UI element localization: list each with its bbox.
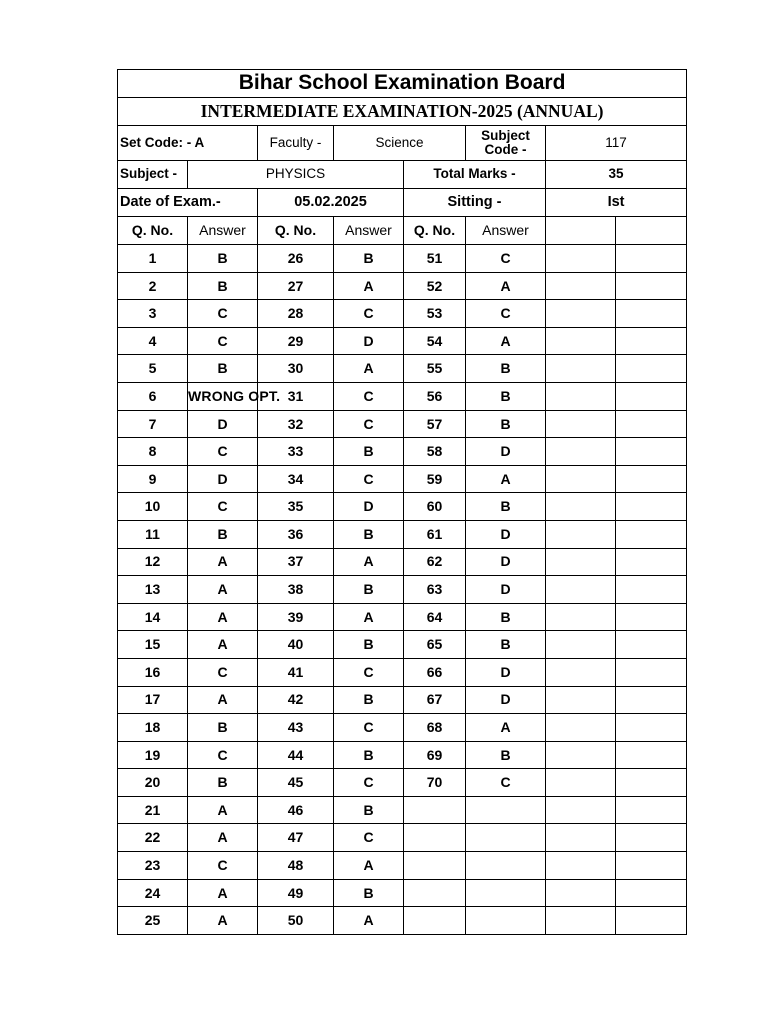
question-number: 5 <box>118 355 188 383</box>
blank-cell <box>546 824 616 852</box>
question-number: 50 <box>258 907 334 935</box>
blank-cell <box>616 852 687 880</box>
question-number: 63 <box>404 576 466 604</box>
subject-code-label-line2: Code - <box>484 142 527 157</box>
answer-value: A <box>334 603 404 631</box>
answer-value: B <box>334 520 404 548</box>
answer-value: B <box>334 576 404 604</box>
blank-cell <box>616 548 687 576</box>
answer-value: D <box>466 520 546 548</box>
question-number: 45 <box>258 769 334 797</box>
answer-row <box>118 548 687 576</box>
question-number: 10 <box>118 493 188 521</box>
board-title: Bihar School Examination Board <box>118 70 687 98</box>
answer-value: A <box>188 907 258 935</box>
answer-value: C <box>334 410 404 438</box>
answer-key-sheet <box>117 69 687 935</box>
answer-value: B <box>188 355 258 383</box>
exam-title: INTERMEDIATE EXAMINATION-2025 (ANNUAL) <box>118 98 687 126</box>
answer-row <box>118 796 687 824</box>
sitting-label: Sitting - <box>404 189 546 217</box>
question-number: 42 <box>258 686 334 714</box>
question-number: 48 <box>258 852 334 880</box>
subject-code-label-line1: Subject <box>481 127 530 143</box>
answer-value: B <box>334 741 404 769</box>
question-number <box>404 824 466 852</box>
blank-cell <box>546 796 616 824</box>
answer-value: D <box>188 410 258 438</box>
blank-cell <box>546 631 616 659</box>
blank-cell <box>616 410 687 438</box>
answer-value: D <box>188 465 258 493</box>
answer-value: B <box>334 245 404 273</box>
answer-row <box>118 714 687 742</box>
exam-date-label: Date of Exam.- <box>118 189 258 217</box>
answer-value: B <box>466 382 546 410</box>
blank-cell <box>616 714 687 742</box>
question-number: 44 <box>258 741 334 769</box>
answer-value: A <box>466 714 546 742</box>
question-number: 66 <box>404 658 466 686</box>
answer-value: B <box>466 493 546 521</box>
blank-cell <box>616 300 687 328</box>
answer-value: C <box>466 769 546 797</box>
answer-value: B <box>188 272 258 300</box>
blank-cell <box>616 824 687 852</box>
question-number: 46 <box>258 796 334 824</box>
blank-cell <box>616 879 687 907</box>
answer-value: A <box>188 796 258 824</box>
blank-cell <box>616 438 687 466</box>
answer-value <box>466 796 546 824</box>
answer-row <box>118 852 687 880</box>
blank-cell <box>546 686 616 714</box>
answer-value: A <box>188 576 258 604</box>
answer-value: WRONG OPT. <box>188 382 258 410</box>
answer-row <box>118 741 687 769</box>
answer-value: D <box>466 438 546 466</box>
blank-cell <box>616 603 687 631</box>
question-number: 28 <box>258 300 334 328</box>
question-number: 68 <box>404 714 466 742</box>
answer-row <box>118 576 687 604</box>
question-number: 37 <box>258 548 334 576</box>
answer-value: A <box>188 686 258 714</box>
question-number: 21 <box>118 796 188 824</box>
answer-value: B <box>466 410 546 438</box>
answer-value: A <box>334 548 404 576</box>
question-number: 61 <box>404 520 466 548</box>
answer-value: A <box>334 907 404 935</box>
answer-row <box>118 658 687 686</box>
subject-value: PHYSICS <box>188 161 404 189</box>
answer-row <box>118 907 687 935</box>
question-number: 51 <box>404 245 466 273</box>
question-number: 8 <box>118 438 188 466</box>
question-number: 70 <box>404 769 466 797</box>
question-number: 20 <box>118 769 188 797</box>
faculty-label: Faculty - <box>258 126 334 161</box>
question-number: 39 <box>258 603 334 631</box>
question-number: 18 <box>118 714 188 742</box>
answer-row <box>118 520 687 548</box>
answer-value: C <box>466 245 546 273</box>
question-number: 49 <box>258 879 334 907</box>
col-header-q-no: Q. No. <box>404 217 466 245</box>
answer-value: A <box>188 548 258 576</box>
answer-value: C <box>334 382 404 410</box>
question-number: 31 <box>258 382 334 410</box>
question-number: 55 <box>404 355 466 383</box>
answer-value: B <box>466 603 546 631</box>
question-number: 60 <box>404 493 466 521</box>
blank-cell <box>546 907 616 935</box>
blank-cell <box>616 217 687 245</box>
answer-value: C <box>334 769 404 797</box>
question-number <box>404 852 466 880</box>
answer-value: B <box>466 741 546 769</box>
question-number: 52 <box>404 272 466 300</box>
answer-value: A <box>334 272 404 300</box>
answer-value: C <box>334 300 404 328</box>
blank-cell <box>546 769 616 797</box>
answer-row <box>118 686 687 714</box>
question-number: 14 <box>118 603 188 631</box>
answer-value: C <box>334 824 404 852</box>
blank-cell <box>546 879 616 907</box>
blank-cell <box>546 245 616 273</box>
question-number: 3 <box>118 300 188 328</box>
question-number: 59 <box>404 465 466 493</box>
question-number: 11 <box>118 520 188 548</box>
col-header-answer: Answer <box>466 217 546 245</box>
question-number: 23 <box>118 852 188 880</box>
answer-value: B <box>188 520 258 548</box>
answer-row <box>118 245 687 273</box>
blank-cell <box>546 493 616 521</box>
answer-value: C <box>188 741 258 769</box>
question-number: 29 <box>258 327 334 355</box>
blank-cell <box>546 852 616 880</box>
question-number: 7 <box>118 410 188 438</box>
subject-code-value: 117 <box>546 126 687 161</box>
blank-cell <box>616 769 687 797</box>
blank-cell <box>546 438 616 466</box>
question-number: 36 <box>258 520 334 548</box>
blank-cell <box>616 576 687 604</box>
answer-value: A <box>334 852 404 880</box>
blank-cell <box>546 217 616 245</box>
answer-value: A <box>188 603 258 631</box>
answer-row <box>118 382 687 410</box>
answer-value: C <box>188 493 258 521</box>
answer-row <box>118 438 687 466</box>
answer-value: B <box>334 631 404 659</box>
blank-cell <box>616 796 687 824</box>
blank-cell <box>616 382 687 410</box>
set-code-label: Set Code: - A <box>118 126 258 161</box>
question-number <box>404 796 466 824</box>
question-number: 33 <box>258 438 334 466</box>
question-number: 26 <box>258 245 334 273</box>
blank-cell <box>546 603 616 631</box>
question-number: 62 <box>404 548 466 576</box>
blank-cell <box>546 300 616 328</box>
answer-value: B <box>334 438 404 466</box>
question-number: 6 <box>118 382 188 410</box>
answer-value: A <box>466 327 546 355</box>
answer-value <box>466 907 546 935</box>
question-number: 40 <box>258 631 334 659</box>
blank-cell <box>616 355 687 383</box>
blank-cell <box>546 520 616 548</box>
question-number: 47 <box>258 824 334 852</box>
question-number: 65 <box>404 631 466 659</box>
answer-value: B <box>466 355 546 383</box>
question-number: 4 <box>118 327 188 355</box>
question-number: 64 <box>404 603 466 631</box>
answer-row <box>118 769 687 797</box>
answer-row <box>118 879 687 907</box>
answer-row <box>118 631 687 659</box>
blank-cell <box>616 741 687 769</box>
answer-value: A <box>188 631 258 659</box>
blank-cell <box>616 465 687 493</box>
answer-value: A <box>188 879 258 907</box>
blank-cell <box>546 382 616 410</box>
total-marks-label: Total Marks - <box>404 161 546 189</box>
question-number: 9 <box>118 465 188 493</box>
question-number: 24 <box>118 879 188 907</box>
question-number: 34 <box>258 465 334 493</box>
question-number: 1 <box>118 245 188 273</box>
question-number: 35 <box>258 493 334 521</box>
exam-date-value: 05.02.2025 <box>258 189 404 217</box>
blank-cell <box>616 658 687 686</box>
answer-row <box>118 493 687 521</box>
question-number: 15 <box>118 631 188 659</box>
question-number <box>404 907 466 935</box>
question-number <box>404 879 466 907</box>
blank-cell <box>616 520 687 548</box>
question-number: 67 <box>404 686 466 714</box>
col-header-answer: Answer <box>334 217 404 245</box>
col-header-q-no: Q. No. <box>258 217 334 245</box>
answer-value: D <box>466 576 546 604</box>
blank-cell <box>616 272 687 300</box>
answer-value: B <box>334 879 404 907</box>
question-number: 54 <box>404 327 466 355</box>
total-marks-value: 35 <box>546 161 687 189</box>
blank-cell <box>616 907 687 935</box>
answer-row <box>118 465 687 493</box>
question-number: 22 <box>118 824 188 852</box>
question-number: 13 <box>118 576 188 604</box>
answer-value: D <box>334 327 404 355</box>
col-header-q-no: Q. No. <box>118 217 188 245</box>
question-number: 19 <box>118 741 188 769</box>
answer-value: C <box>188 300 258 328</box>
question-number: 58 <box>404 438 466 466</box>
question-number: 69 <box>404 741 466 769</box>
answer-row <box>118 272 687 300</box>
answer-value: D <box>466 686 546 714</box>
blank-cell <box>546 272 616 300</box>
faculty-value: Science <box>334 126 466 161</box>
question-number: 12 <box>118 548 188 576</box>
answer-row <box>118 410 687 438</box>
col-header-answer: Answer <box>188 217 258 245</box>
blank-cell <box>616 686 687 714</box>
blank-cell <box>546 658 616 686</box>
answer-value <box>466 879 546 907</box>
question-number: 38 <box>258 576 334 604</box>
answer-value: C <box>466 300 546 328</box>
blank-cell <box>546 465 616 493</box>
question-number: 41 <box>258 658 334 686</box>
answer-value: C <box>188 658 258 686</box>
answer-row <box>118 824 687 852</box>
answer-value <box>466 824 546 852</box>
answer-value: C <box>334 465 404 493</box>
sitting-value: Ist <box>546 189 687 217</box>
blank-cell <box>546 741 616 769</box>
blank-cell <box>546 410 616 438</box>
answer-value: A <box>188 824 258 852</box>
answer-value: C <box>188 852 258 880</box>
subject-label: Subject - <box>118 161 188 189</box>
answer-value: C <box>188 438 258 466</box>
question-number: 57 <box>404 410 466 438</box>
question-number: 56 <box>404 382 466 410</box>
answer-value: A <box>466 465 546 493</box>
blank-cell <box>616 245 687 273</box>
question-number: 53 <box>404 300 466 328</box>
answer-row <box>118 355 687 383</box>
question-number: 27 <box>258 272 334 300</box>
answer-value: D <box>466 548 546 576</box>
blank-cell <box>616 631 687 659</box>
answer-value <box>466 852 546 880</box>
answer-value: B <box>334 796 404 824</box>
answer-value: B <box>188 769 258 797</box>
blank-cell <box>546 327 616 355</box>
answer-value: A <box>466 272 546 300</box>
answer-value: B <box>188 714 258 742</box>
question-number: 32 <box>258 410 334 438</box>
answer-value: B <box>188 245 258 273</box>
answer-value: D <box>334 493 404 521</box>
question-number: 2 <box>118 272 188 300</box>
blank-cell <box>546 548 616 576</box>
question-number: 17 <box>118 686 188 714</box>
answer-row <box>118 300 687 328</box>
answer-value: B <box>334 686 404 714</box>
question-number: 43 <box>258 714 334 742</box>
blank-cell <box>546 714 616 742</box>
answer-value: C <box>188 327 258 355</box>
answer-value: C <box>334 714 404 742</box>
answer-value: D <box>466 658 546 686</box>
answer-value: C <box>334 658 404 686</box>
answer-row <box>118 603 687 631</box>
answer-row <box>118 327 687 355</box>
answer-value: A <box>334 355 404 383</box>
question-number: 25 <box>118 907 188 935</box>
blank-cell <box>546 355 616 383</box>
question-number: 30 <box>258 355 334 383</box>
answer-value: B <box>466 631 546 659</box>
question-number: 16 <box>118 658 188 686</box>
blank-cell <box>546 576 616 604</box>
subject-code-label <box>466 126 546 161</box>
blank-cell <box>616 493 687 521</box>
blank-cell <box>616 327 687 355</box>
